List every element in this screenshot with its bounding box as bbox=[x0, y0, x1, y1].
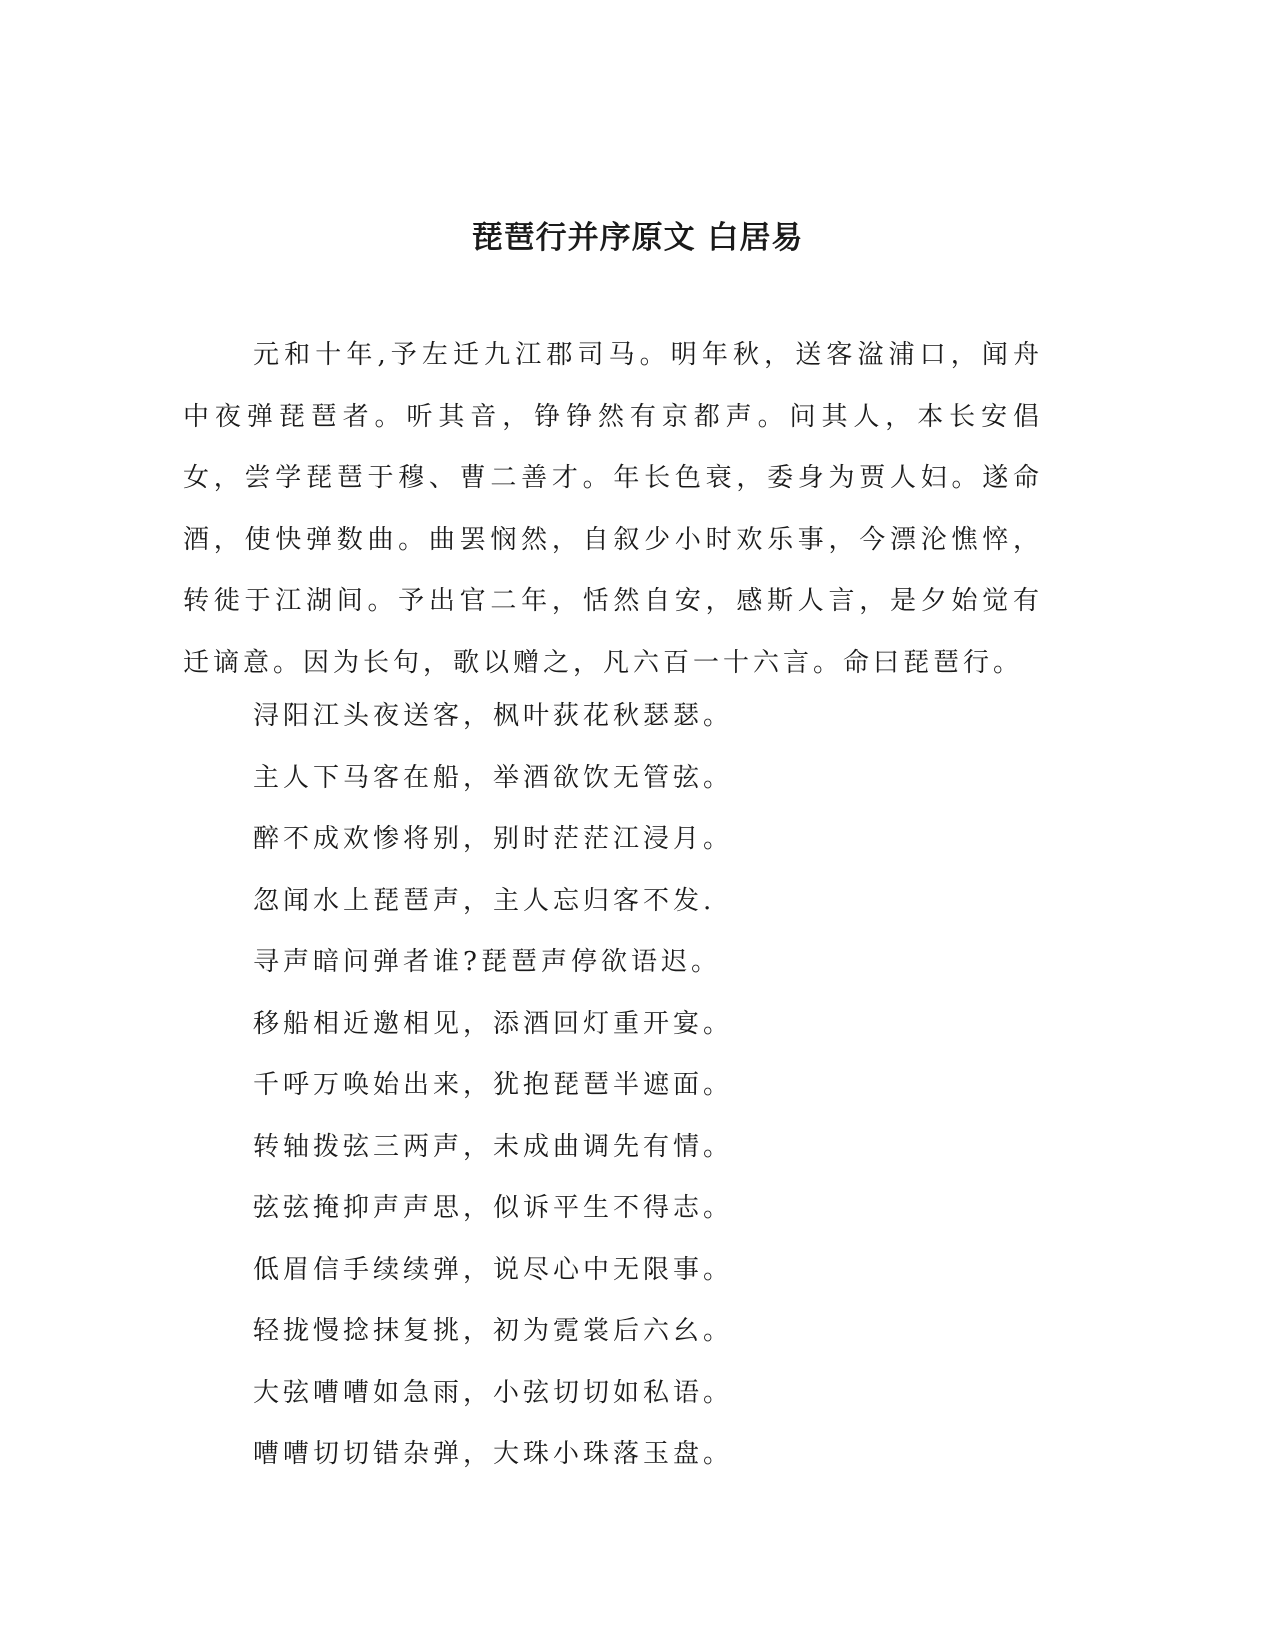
poem-line: 千呼万唤始出来，犹抱琵琶半遮面。 bbox=[253, 1070, 734, 1100]
document-title: 琵琶行并序原文 白居易 bbox=[471, 220, 804, 256]
poem-line: 主人下马客在船，举酒欲饮无管弦。 bbox=[253, 762, 734, 793]
poem-line: 寻声暗问弹者谁?琵琶声停欲语迟。 bbox=[253, 947, 721, 977]
poem-line: 弦弦掩抑声声思，似诉平生不得志。 bbox=[253, 1193, 734, 1223]
poem-line: 浔阳江头夜送客，枫叶荻花秋瑟瑟。 bbox=[253, 701, 734, 731]
poem-line: 移船相近邀相见，添酒回灯重开宴。 bbox=[253, 1008, 734, 1039]
preface-paragraph: 元和十年,予左迁九江郡司马。明年秋，送客湓浦口，闻舟中夜弹琵琶者。听其音，铮铮然有京都声。问其人，本长安倡女，尝学琵琶于穆、曹二善才。年长色衰，委身为贾人妇。遂命酒，使快弹数曲。曲罢悯然，自叙少小时欢乐事，今漂沦憔悴，转徙于江湖间。予出官二年，恬然自安，感斯人言，是夕始觉有迁谪意。因为长句，歌以赠之，凡六百一十六言。命曰琵琶行。 bbox=[183, 340, 1043, 678]
poem-body bbox=[253, 686, 1053, 1486]
poem-line: 轻拢慢捻抹复挑，初为霓裳后六幺。 bbox=[253, 1316, 734, 1346]
poem-line: 转轴拨弦三两声，未成曲调先有情。 bbox=[253, 1131, 734, 1162]
poem-line: 嘈嘈切切错杂弹，大珠小珠落玉盘。 bbox=[253, 1439, 734, 1469]
poem-line: 大弦嘈嘈如急雨，小弦切切如私语。 bbox=[253, 1377, 734, 1408]
poem-line: 醉不成欢惨将别，别时茫茫江浸月。 bbox=[253, 824, 734, 854]
poem-line: 忽闻水上琵琶声，主人忘归客不发. bbox=[253, 885, 716, 916]
poem-line: 低眉信手续续弹，说尽心中无限事。 bbox=[253, 1254, 734, 1285]
